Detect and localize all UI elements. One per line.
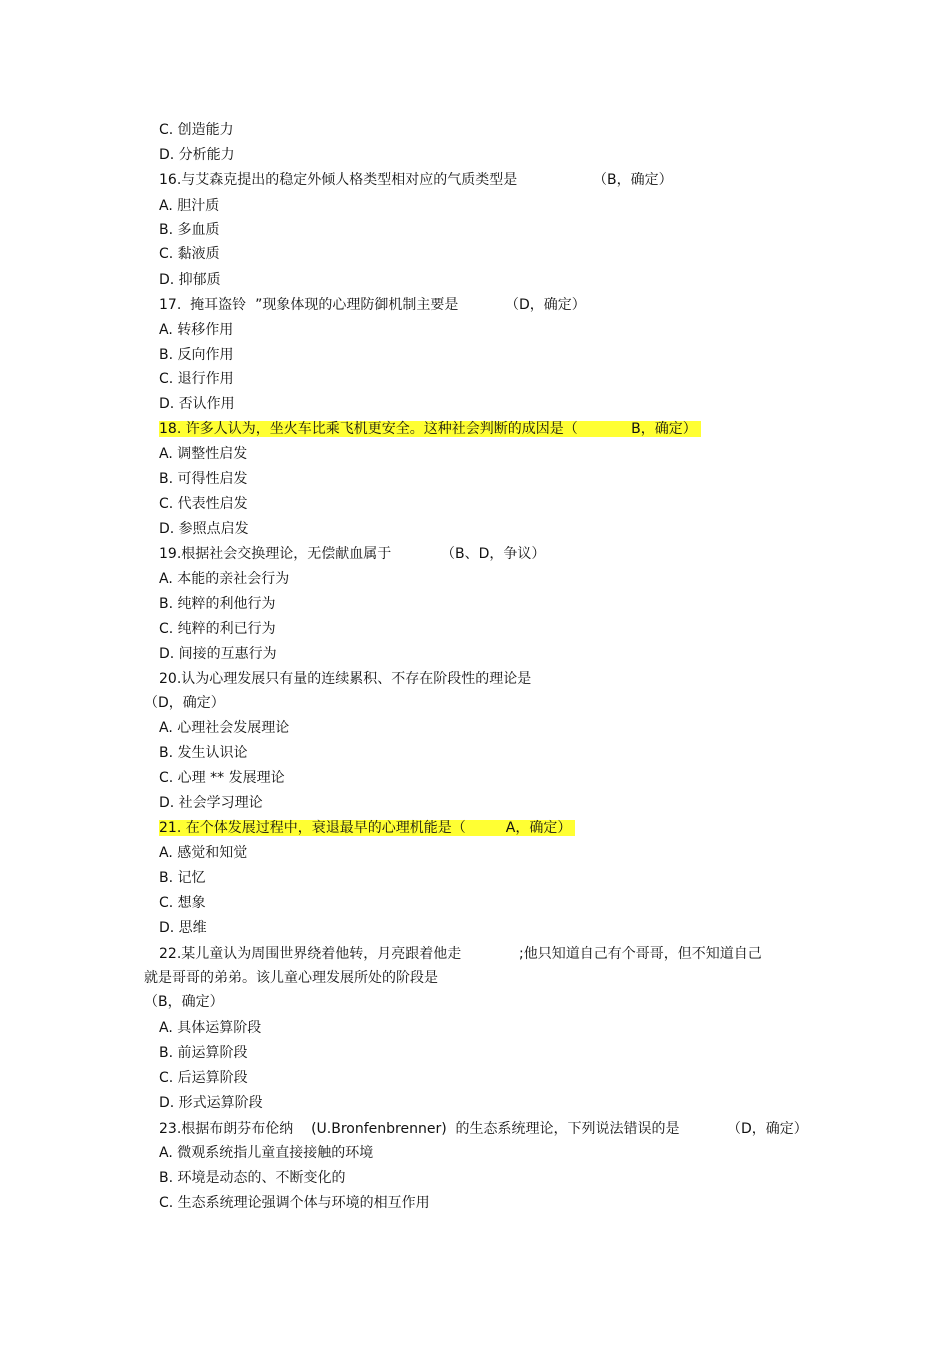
text-line (159, 345, 234, 365)
text-line (159, 170, 673, 190)
line-text: D. 社会学习理论 (159, 795, 263, 811)
line-text: D. 抑郁质 (159, 272, 221, 288)
line-text: B. 多血质 (159, 222, 220, 238)
line-text: B. 记忆 (159, 870, 206, 886)
text-line (144, 693, 225, 713)
line-text: 就是哥哥的弟弟。该儿童心理发展所处的阶段是 (144, 970, 438, 986)
line-text: C. 想象 (159, 895, 206, 911)
text-line (159, 669, 531, 689)
line-text: 23.根据布朗芬布伦纳 (U.Bronfenbrenner) 的生态系统理论，下列说法错误的是 (159, 1121, 680, 1137)
text-line (159, 944, 762, 964)
text-line (159, 718, 289, 738)
line-text: C. 退行作用 (159, 371, 234, 387)
line-text: D. 形式运算阶段 (159, 1095, 263, 1111)
text-line (144, 968, 438, 988)
text-line (159, 270, 221, 290)
line-text: （D，确定） (144, 695, 225, 711)
line-text: D. 思维 (159, 920, 207, 936)
line-text: B. 发生认识论 (159, 745, 248, 761)
line-text: A. 转移作用 (159, 322, 234, 338)
line-text: A. 调整性启发 (159, 446, 248, 462)
text-line (159, 1018, 261, 1038)
line-text: C. 纯粹的利已行为 (159, 621, 276, 637)
line-text: 20.认为心理发展只有量的连续累积、不存在阶段性的理论是 (159, 671, 532, 687)
line-text: C. 创造能力 (159, 122, 234, 138)
text-line (159, 519, 249, 539)
text-line (159, 918, 207, 938)
line-text: D. 分析能力 (159, 147, 235, 163)
text-line (159, 1068, 248, 1088)
highlighted-question: 21. 在个体发展过程中，衰退最早的心理机能是（ A，确定） (159, 820, 575, 836)
answer-label: （D，确定） (727, 1121, 808, 1137)
line-text: （B，确定） (144, 994, 224, 1010)
text-line (159, 494, 248, 514)
line-text: D. 参照点启发 (159, 521, 249, 537)
text-line (159, 369, 234, 389)
line-text: A. 本能的亲社会行为 (159, 571, 290, 587)
text-line (159, 619, 276, 639)
text-line (159, 893, 206, 913)
line-text: B. 可得性启发 (159, 471, 248, 487)
line-text: B. 前运算阶段 (159, 1045, 248, 1061)
line-text: C. 心理 ** 发展理论 (159, 770, 285, 786)
answer-label: （D，确定） (505, 297, 586, 313)
text-line (159, 196, 219, 216)
answer-label: ;他只知道自己有个哥哥，但不知道自己 (519, 946, 762, 962)
line-text: B. 环境是动态的、不断变化的 (159, 1170, 346, 1186)
text-line (159, 444, 247, 464)
line-text: A. 胆汁质 (159, 198, 220, 214)
line-text: 22.某儿童认为周围世界绕着他转，月亮跟着他走 (159, 946, 462, 962)
text-line (159, 569, 289, 589)
line-text: C. 后运算阶段 (159, 1070, 248, 1086)
line-text: B. 反向作用 (159, 347, 234, 363)
line-text: A. 微观系统指儿童直接接触的环境 (159, 1145, 374, 1161)
line-text: A. 具体运算阶段 (159, 1020, 262, 1036)
text-line (159, 419, 701, 439)
text-line (159, 145, 235, 165)
text-line (159, 793, 263, 813)
line-text: 17. 掩耳盗铃 ”现象体现的心理防御机制主要是 (159, 297, 459, 313)
text-line (159, 1043, 248, 1063)
text-line (159, 220, 220, 240)
text-line (159, 1093, 263, 1113)
text-line (159, 1193, 430, 1213)
text-line (159, 1143, 373, 1163)
line-text: A. 感觉和知觉 (159, 845, 248, 861)
text-line (159, 394, 235, 414)
text-line (159, 1168, 346, 1188)
line-text: D. 间接的互惠行为 (159, 646, 277, 662)
text-line (144, 992, 224, 1012)
text-line (159, 818, 575, 838)
text-line (159, 843, 247, 863)
line-text: C. 黏液质 (159, 246, 220, 262)
text-line (159, 120, 234, 140)
text-line (159, 544, 546, 564)
text-line (159, 868, 206, 888)
text-line (159, 743, 248, 763)
answer-label: （B、D，争议） (441, 546, 546, 562)
text-line (159, 594, 276, 614)
line-text: B. 纯粹的利他行为 (159, 596, 276, 612)
line-text: A. 心理社会发展理论 (159, 720, 290, 736)
text-line (159, 244, 220, 264)
text-line (159, 1119, 808, 1139)
text-line (159, 295, 586, 315)
text-line (159, 644, 277, 664)
text-line (159, 320, 233, 340)
line-text: 19.根据社会交换理论，无偿献血属于 (159, 546, 392, 562)
line-text: C. 生态系统理论强调个体与环境的相互作用 (159, 1195, 430, 1211)
highlighted-question: 18. 许多人认为，坐火车比乘飞机更安全。这种社会判断的成因是（ B，确定） (159, 421, 701, 437)
line-text: C. 代表性启发 (159, 496, 248, 512)
answer-label: （B，确定） (593, 172, 673, 188)
text-line (159, 768, 285, 788)
text-line (159, 469, 248, 489)
line-text: D. 否认作用 (159, 396, 235, 412)
line-text: 16.与艾森克提出的稳定外倾人格类型相对应的气质类型是 (159, 172, 518, 188)
